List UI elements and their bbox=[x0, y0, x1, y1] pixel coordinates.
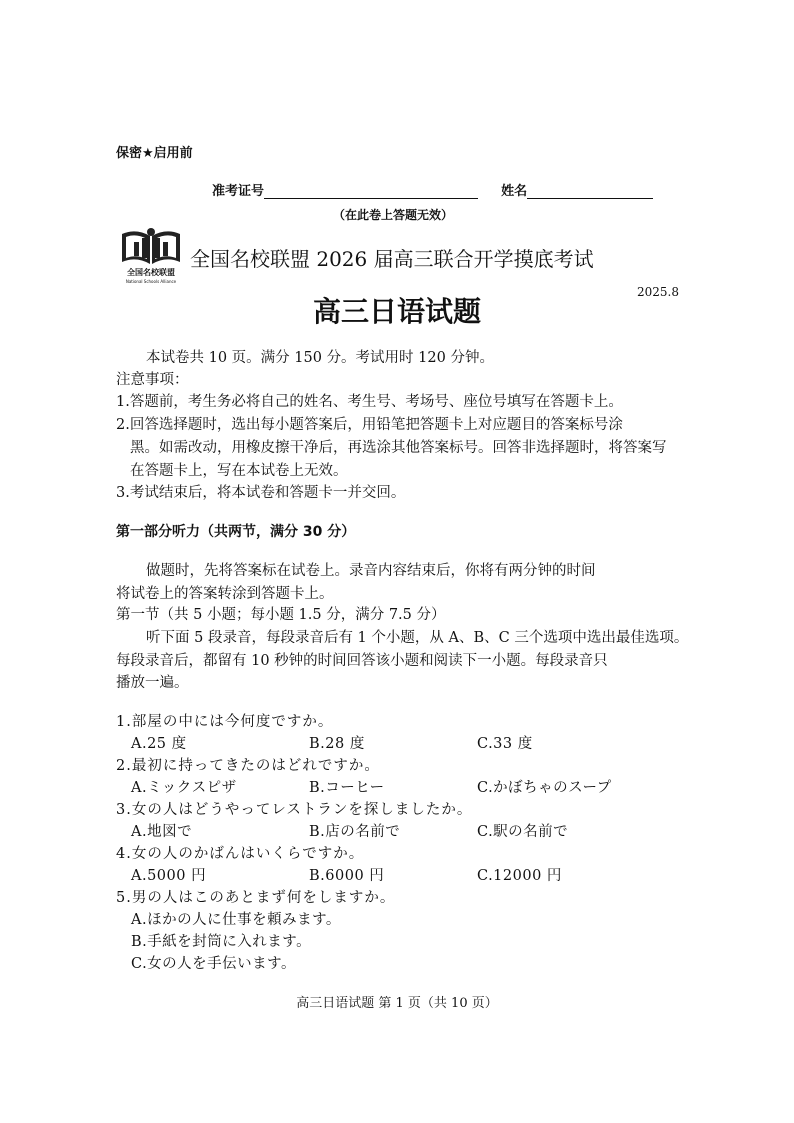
option-b[interactable]: B.店の名前で bbox=[309, 824, 401, 840]
section1-heading: 第一节（共 5 小题；每小题 1.5 分，满分 7.5 分） bbox=[116, 607, 446, 623]
note-item: 1.答题前，考生务必将自己的姓名、考生号、考场号、座位号填写在答题卡上。 bbox=[116, 394, 623, 410]
page-footer: 高三日语试题 第 1 页（共 10 页） bbox=[296, 996, 498, 1011]
exam-title: 全国名校联盟 2026 届高三联合开学摸底考试 bbox=[190, 247, 594, 271]
section1-text: 播放一遍。 bbox=[116, 675, 189, 691]
logo-text: 全国名校联盟 bbox=[127, 268, 175, 277]
part1-intro: 做题时，先将答案标在试卷上。录音内容结束后，你将有两分钟的时间 bbox=[146, 563, 596, 579]
option-c[interactable]: C.駅の名前で bbox=[477, 824, 569, 840]
note-item: 3.考试结束后，将本试卷和答题卡一并交回。 bbox=[116, 485, 406, 501]
option-c[interactable]: C.12000 円 bbox=[477, 868, 562, 884]
confidential-label: 保密★启用前 bbox=[116, 146, 193, 161]
option-b[interactable]: B.6000 円 bbox=[309, 868, 385, 884]
option-c[interactable]: C.女の人を手伝います。 bbox=[131, 956, 297, 972]
question-1: 1.部屋の中には今何度ですか。 bbox=[116, 714, 334, 730]
option-a[interactable]: A.ミックスピザ bbox=[131, 780, 237, 796]
option-a[interactable]: A.ほかの人に仕事を頼みます。 bbox=[131, 912, 341, 928]
section1-text: 每段录音后，都留有 10 秒钟的时间回答该小题和阅读下一小题。每段录音只 bbox=[116, 653, 608, 669]
part1-heading: 第一部分听力（共两节，满分 30 分） bbox=[116, 524, 356, 540]
book-icon bbox=[116, 224, 186, 268]
logo-subtext: National Schools Alliance bbox=[125, 279, 177, 284]
option-c[interactable]: C.かぼちゃのスープ bbox=[477, 780, 612, 796]
option-a[interactable]: A.地図で bbox=[131, 824, 193, 840]
name-blank[interactable] bbox=[527, 184, 653, 199]
candidate-info-row bbox=[212, 180, 653, 199]
note-item: 在答题卡上，写在本试卷上无效。 bbox=[130, 463, 348, 479]
note-item: 黑。如需改动，用橡皮擦干净后，再选涂其他答案标号。回答非选择题时，将答案写 bbox=[130, 440, 667, 456]
name-label: 姓名 bbox=[501, 184, 528, 199]
option-b[interactable]: B.手紙を封筒に入れます。 bbox=[131, 934, 312, 950]
intro-text: 本试卷共 10 页。满分 150 分。考试用时 120 分钟。 bbox=[146, 350, 494, 366]
notes-heading: 注意事项： bbox=[116, 372, 189, 388]
exam-id-label: 准考证号 bbox=[212, 184, 265, 199]
question-5: 5.男の人はこのあとまず何をしますか。 bbox=[116, 890, 396, 906]
question-4: 4.女の人のかばんはいくらですか。 bbox=[116, 846, 365, 862]
part1-intro: 将试卷上的答案转涂到答题卡上。 bbox=[116, 586, 334, 602]
option-b[interactable]: B.28 度 bbox=[309, 736, 365, 752]
option-a[interactable]: A.25 度 bbox=[131, 736, 187, 752]
subject-title: 高三日语试题 bbox=[312, 295, 481, 328]
section1-text: 听下面 5 段录音，每段录音后有 1 个小题，从 A、B、C 三个选项中选出最佳选项。 bbox=[146, 630, 689, 646]
exam-date: 2025.8 bbox=[637, 285, 679, 299]
question-2: 2.最初に持ってきたのはどれですか。 bbox=[116, 758, 380, 774]
exam-id-blank[interactable] bbox=[264, 184, 478, 199]
option-b[interactable]: B.コーヒー bbox=[309, 780, 385, 796]
note-item: 2.回答选择题时，选出每小题答案后，用铅笔把答题卡上对应题目的答案标号涂 bbox=[116, 417, 623, 433]
alliance-logo bbox=[116, 224, 186, 286]
option-c[interactable]: C.33 度 bbox=[477, 736, 533, 752]
invalid-note: （在此卷上答题无效） bbox=[333, 208, 454, 222]
question-3: 3.女の人はどうやってレストランを探しましたか。 bbox=[116, 802, 473, 818]
option-a[interactable]: A.5000 円 bbox=[131, 868, 207, 884]
